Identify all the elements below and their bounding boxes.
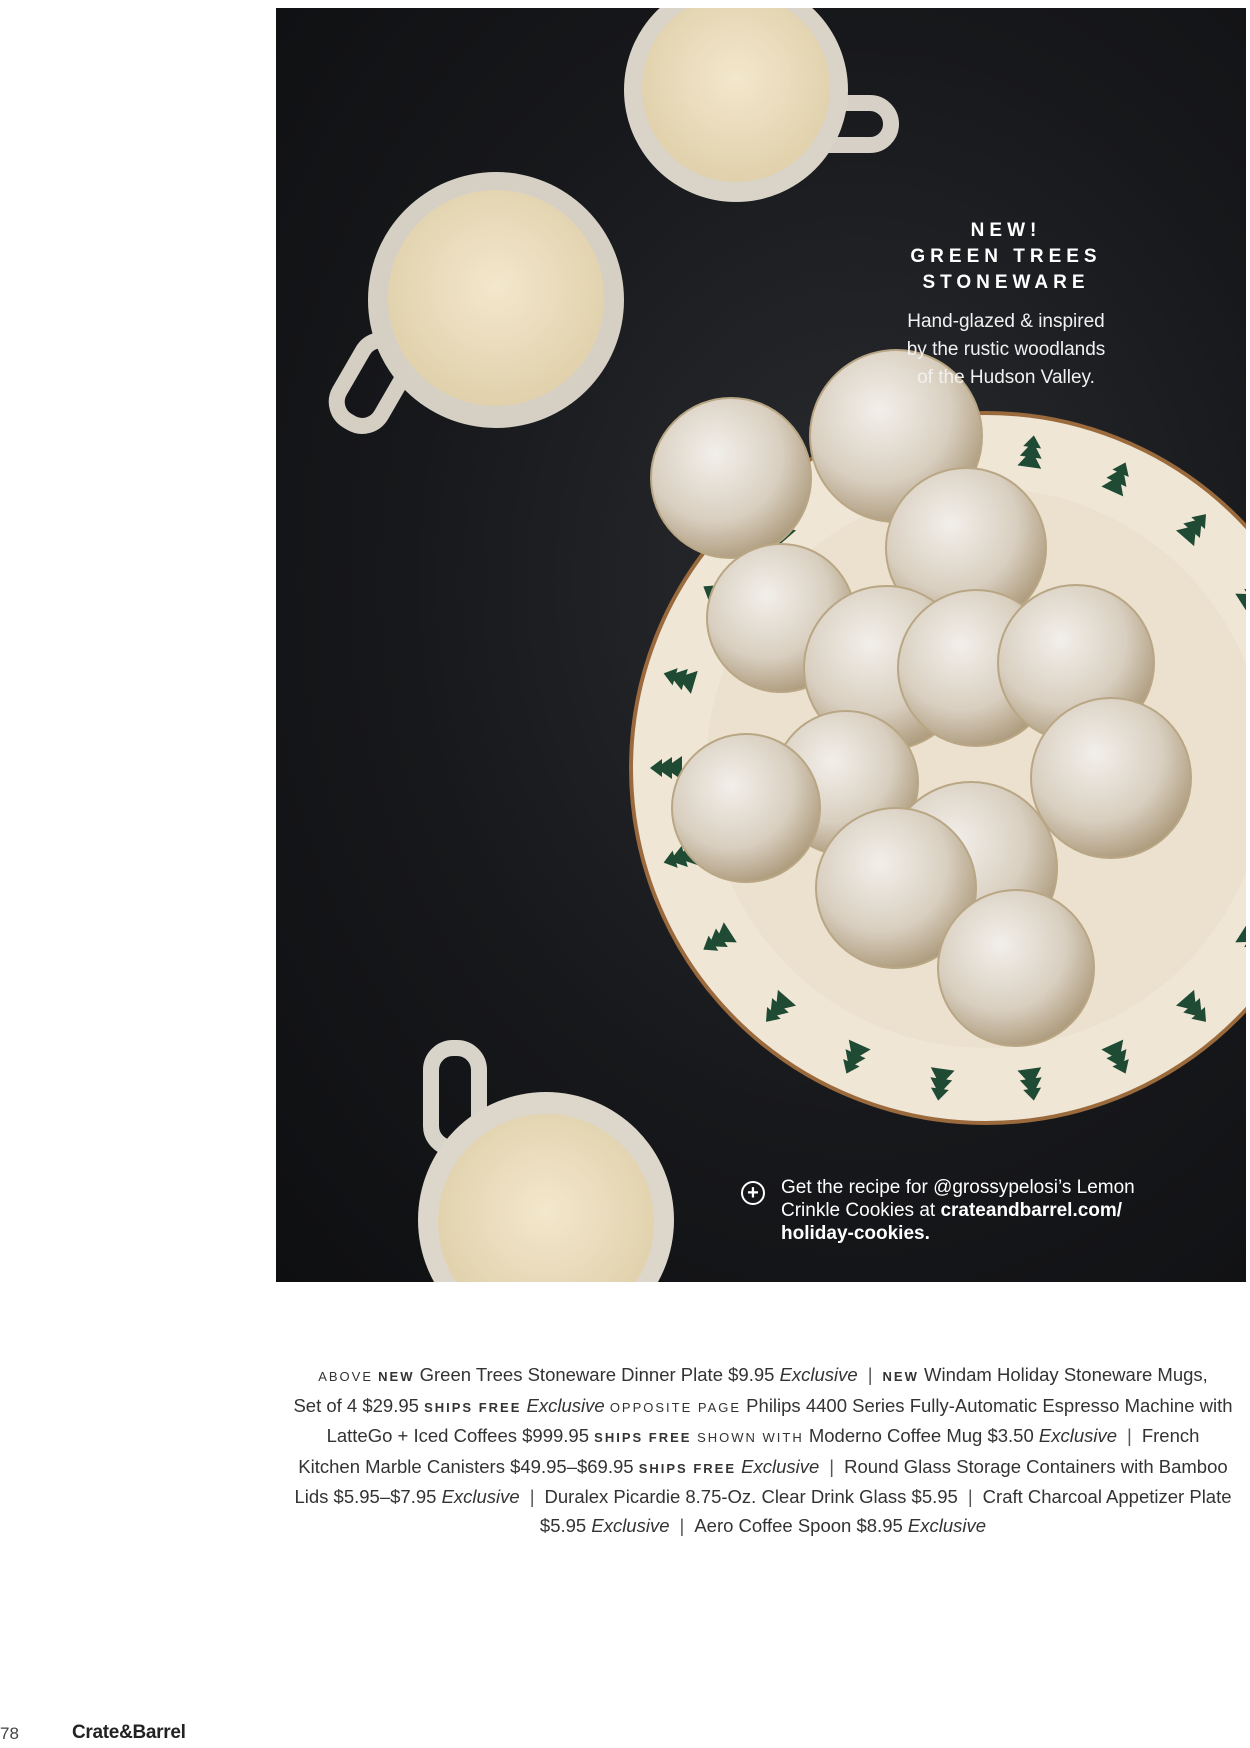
cookie: [938, 890, 1094, 1046]
product-photo: [276, 8, 1246, 1282]
caption-section-label: SHOWN WITH: [691, 1430, 804, 1445]
callout-label: [876, 218, 1136, 296]
caption-text: Kitchen Marble Canisters $49.95–$69.95: [298, 1455, 639, 1477]
caption-line: [286, 1512, 1240, 1541]
recipe-url[interactable]: crateandbarrel.com/: [940, 1200, 1123, 1221]
caption-line: [286, 1361, 1240, 1392]
caption-text: Moderno Coffee Mug $3.50: [803, 1425, 1039, 1446]
cookie: [672, 734, 820, 882]
caption-text: Aero Coffee Spoon $8.95: [694, 1514, 908, 1536]
caption-line: [286, 1422, 1240, 1453]
caption-text: Windam Holiday Stoneware Mugs,: [918, 1364, 1208, 1385]
ships-free-badge: SHIPS FREE: [594, 1430, 692, 1445]
mug-bottom: [418, 1048, 674, 1282]
callout-desc-line: Hand-glazed & inspired: [907, 311, 1105, 332]
caption-text: Set of 4 $29.95: [293, 1394, 425, 1416]
page-number: 78: [0, 1724, 19, 1743]
recipe-line: [781, 1199, 1181, 1222]
new-badge: NEW: [882, 1369, 919, 1384]
recipe-line: [781, 1222, 1181, 1245]
recipe-text: Crinkle Cookies at: [781, 1200, 941, 1221]
caption-separator: |: [679, 1514, 685, 1536]
callout-label-line: NEW!: [970, 220, 1042, 241]
recipe-url[interactable]: holiday-cookies.: [781, 1223, 930, 1244]
ships-free-badge: SHIPS FREE: [424, 1399, 522, 1415]
callout-desc-line: by the rustic woodlands: [906, 339, 1106, 360]
mug-left: [329, 172, 624, 434]
caption-separator: |: [529, 1486, 535, 1507]
caption-text: Green Trees Stoneware Dinner Plate $9.95: [414, 1364, 780, 1385]
caption-section-label: OPPOSITE PAGE: [609, 1399, 742, 1415]
cookie: [651, 398, 811, 558]
caption-line: [286, 1392, 1240, 1423]
callout-label-line: STONEWARE: [922, 272, 1090, 293]
callout-desc-line: of the Hudson Valley.: [917, 367, 1095, 388]
caption-separator: |: [1127, 1425, 1132, 1446]
caption-line: [286, 1483, 1240, 1512]
exclusive-label: Exclusive: [736, 1455, 820, 1477]
exclusive-label: Exclusive: [441, 1486, 520, 1507]
caption-text: $5.95: [539, 1514, 592, 1536]
caption-text: Duralex Picardie 8.75-Oz. Clear Drink Glass $5.95: [544, 1486, 958, 1507]
exclusive-label: Exclusive: [591, 1514, 670, 1536]
new-badge: NEW: [378, 1369, 415, 1384]
cookie: [1031, 698, 1191, 858]
caption-separator: |: [867, 1364, 873, 1385]
brand-logo: Crate&Barrel: [72, 1722, 186, 1743]
callout-description: [876, 308, 1136, 392]
exclusive-label: Exclusive: [907, 1514, 987, 1536]
caption-text: Craft Charcoal Appetizer Plate: [982, 1486, 1232, 1507]
product-caption: [286, 1361, 1240, 1540]
caption-text: French: [1141, 1425, 1200, 1446]
caption-separator: |: [829, 1455, 835, 1477]
caption-text: Philips 4400 Series Fully-Automatic Espresso Machine with: [741, 1394, 1233, 1416]
mug-top: [624, 8, 891, 202]
caption-text: Lids $5.95–$7.95: [294, 1486, 442, 1507]
caption-section-label: ABOVE: [318, 1369, 373, 1384]
exclusive-label: Exclusive: [779, 1364, 858, 1385]
ships-free-badge: SHIPS FREE: [638, 1460, 737, 1476]
caption-separator: |: [967, 1486, 973, 1507]
recipe-link[interactable]: [747, 1176, 1181, 1245]
exclusive-label: Exclusive: [1038, 1425, 1118, 1446]
caption-text: LatteGo + Iced Coffees $999.95: [326, 1425, 595, 1446]
plus-circle-icon: +: [741, 1181, 765, 1205]
caption-line: [286, 1453, 1240, 1484]
new-product-callout: [876, 218, 1136, 392]
recipe-line: Get the recipe for @grossypelosi’s Lemon: [781, 1177, 1135, 1198]
caption-text: Round Glass Storage Containers with Bamboo: [844, 1455, 1228, 1477]
exclusive-label: Exclusive: [521, 1394, 610, 1416]
callout-label-line: GREEN TREES: [910, 246, 1102, 267]
photo-illustration: [276, 8, 1246, 1282]
